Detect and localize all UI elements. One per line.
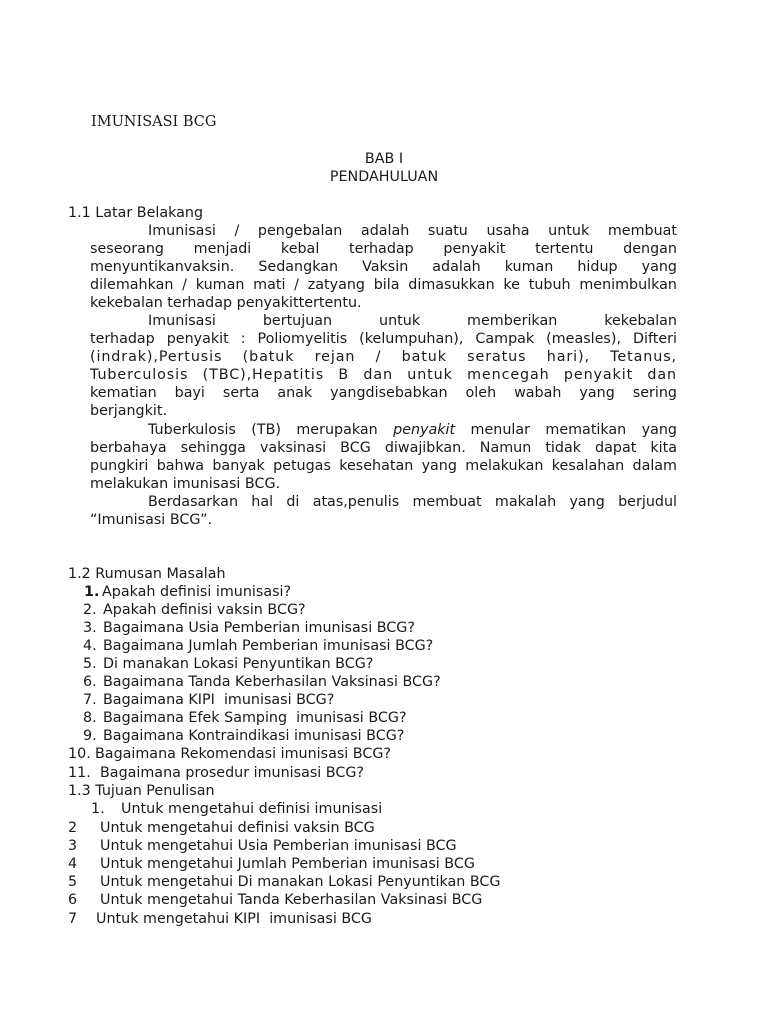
- list-item: Untuk mengetahui definisi vaksin BCG: [100, 820, 375, 836]
- paragraph-line: Berdasarkan hal di atas,penulis membuat makalah yang berjudul: [148, 494, 677, 510]
- list-number: 4.: [83, 638, 97, 654]
- list-number: 4: [68, 856, 78, 872]
- paragraph-line: Imunisasi / pengebalan adalah suatu usaha untuk membuat: [148, 223, 677, 239]
- list-number: 5: [68, 874, 78, 890]
- paragraph-line: Tuberculosis (TBC),Hepatitis B dan untuk mencegah penyakit dan: [90, 367, 677, 383]
- list-number: 5.: [83, 656, 97, 672]
- list-number: 8.: [83, 710, 97, 726]
- list-number: 9.: [83, 728, 97, 744]
- list-item: Bagaimana Usia Pemberian imunisasi BCG?: [103, 620, 415, 636]
- list-number: 3: [68, 838, 78, 854]
- list-item: Apakah definisi vaksin BCG?: [103, 602, 306, 618]
- paragraph-line: Imunisasi bertujuan untuk memberikan kekebalan: [148, 313, 677, 329]
- list-item: Untuk mengetahui definisi imunisasi: [121, 801, 383, 817]
- list-item: Bagaimana prosedur imunisasi BCG?: [100, 765, 364, 781]
- list-item: Bagaimana Tanda Keberhasilan Vaksinasi BCG?: [103, 674, 441, 690]
- list-item: Apakah definisi imunisasi?: [102, 584, 292, 600]
- paragraph-line: melakukan imunisasi BCG.: [90, 476, 281, 492]
- list-item: Untuk mengetahui KIPI imunisasi BCG: [96, 911, 372, 927]
- section-heading-tujuan-penulisan: 1.3 Tujuan Penulisan: [68, 783, 215, 799]
- list-number: 3.: [83, 620, 97, 636]
- chapter-number: BAB I: [364, 151, 404, 167]
- section-heading-rumusan-masalah: 1.2 Rumusan Masalah: [68, 566, 226, 582]
- list-item: Di manakan Lokasi Penyuntikan BCG?: [103, 656, 374, 672]
- list-number: 2: [68, 820, 78, 836]
- list-item: Bagaimana Rekomendasi imunisasi BCG?: [95, 746, 391, 762]
- paragraph-line: seseorang menjadi kebal terhadap penyakit tertentu dengan: [90, 241, 677, 257]
- paragraph-line: terhadap penyakit : Poliomyelitis (kelumpuhan), Campak (measles), Difteri: [90, 331, 677, 347]
- emphasis-text: penyakit: [393, 422, 456, 438]
- list-number: 6: [68, 892, 78, 908]
- paragraph-line: berbahaya sehingga vaksinasi BCG diwajibkan. Namun tidak dapat kita: [90, 440, 677, 456]
- list-item: Untuk mengetahui Usia Pemberian imunisasi BCG: [100, 838, 457, 854]
- section-heading-latar-belakang: 1.1 Latar Belakang: [68, 205, 204, 221]
- list-number: 6.: [83, 674, 97, 690]
- paragraph-text: menular mematikan yang: [470, 422, 678, 438]
- list-item: Bagaimana Efek Samping imunisasi BCG?: [103, 710, 407, 726]
- paragraph-line: menyuntikanvaksin. Sedangkan Vaksin adalah kuman hidup yang: [90, 259, 677, 275]
- list-number: 10.: [68, 746, 91, 762]
- list-item: Untuk mengetahui Di manakan Lokasi Penyuntikan BCG: [100, 874, 501, 890]
- list-item: Bagaimana Jumlah Pemberian imunisasi BCG?: [103, 638, 434, 654]
- paragraph-line: “Imunisasi BCG”.: [90, 512, 213, 528]
- paragraph-text: Tuberkulosis (TB) merupakan: [148, 422, 378, 438]
- paragraph-line: kematian bayi serta anak yangdisebabkan oleh wabah yang sering: [90, 385, 677, 401]
- paragraph-line: (indrak),Pertusis (batuk rejan / batuk seratus hari), Tetanus,: [90, 349, 677, 365]
- list-number: 11.: [68, 765, 91, 781]
- paragraph-line: berjangkit.: [90, 403, 168, 419]
- paragraph-line: pungkiri bahwa banyak petugas kesehatan yang melakukan kesalahan dalam: [90, 458, 677, 474]
- list-number: 7.: [83, 692, 97, 708]
- list-number: 1.: [84, 584, 100, 600]
- paragraph-line-tb: [148, 421, 677, 439]
- document-title: IMUNISASI BCG: [91, 114, 217, 130]
- list-number: 7: [68, 911, 78, 927]
- list-item: Untuk mengetahui Tanda Keberhasilan Vaksinasi BCG: [100, 892, 483, 908]
- list-item: Untuk mengetahui Jumlah Pemberian imunisasi BCG: [100, 856, 475, 872]
- paragraph-line: dilemahkan / kuman mati / zatyang bila dimasukkan ke tubuh menimbulkan: [90, 277, 677, 293]
- paragraph-line: kekebalan terhadap penyakittertentu.: [90, 295, 362, 311]
- chapter-title: PENDAHULUAN: [329, 169, 439, 185]
- list-number: 2.: [83, 602, 97, 618]
- list-item: Bagaimana KIPI imunisasi BCG?: [103, 692, 335, 708]
- list-item: Bagaimana Kontraindikasi imunisasi BCG?: [103, 728, 405, 744]
- list-number: 1.: [91, 801, 105, 817]
